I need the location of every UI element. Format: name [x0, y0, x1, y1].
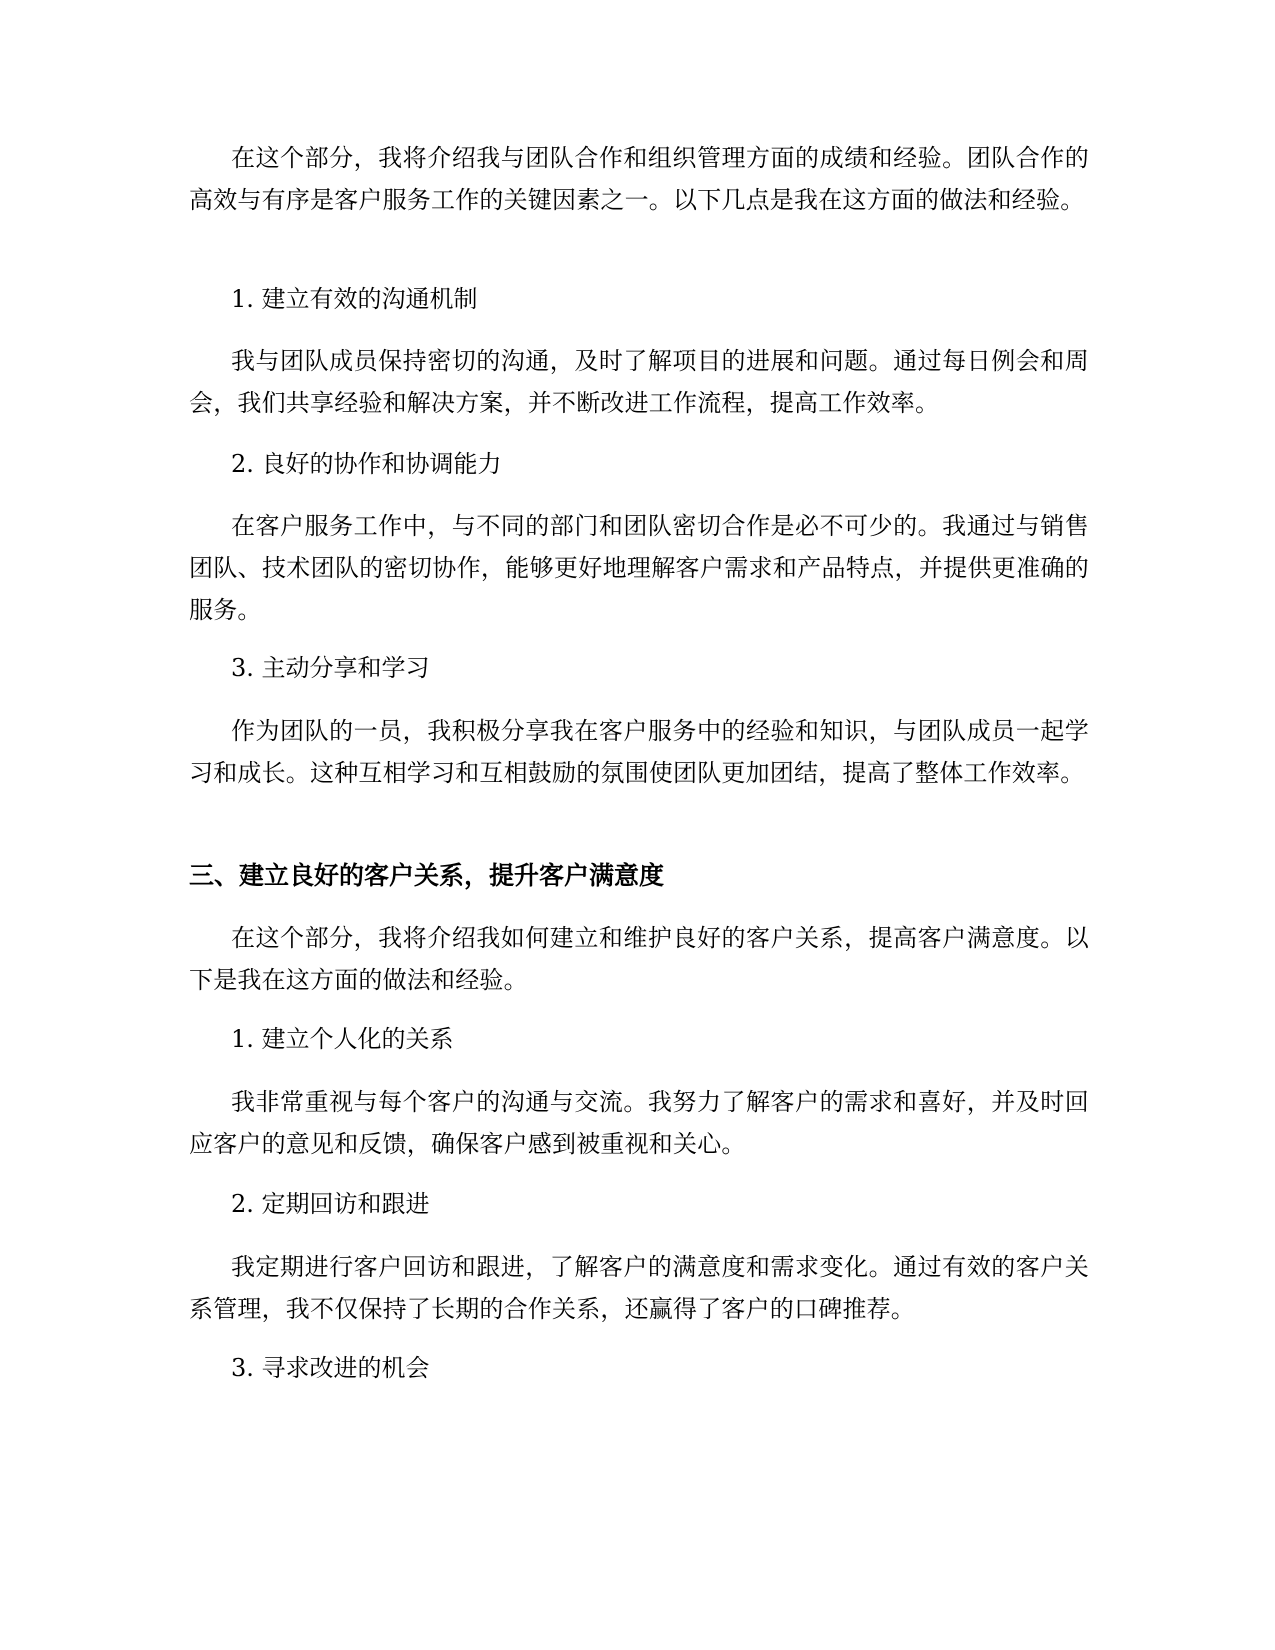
list-item-3: 3. 主动分享和学习	[231, 654, 430, 682]
list-item-2: 2. 良好的协作和协调能力	[231, 450, 502, 478]
intro-paragraph: 在这个部分，我将介绍我与团队合作和组织管理方面的成绩和经验。团队合作的高效与有序是客户服务工作的关键因素之一。以下几点是我在这方面的做法和经验。	[189, 144, 1089, 214]
section-3-paragraph-1: 我非常重视与每个客户的沟通与交流。我努力了解客户的需求和喜好，并及时回应客户的意见和反馈，确保客户感到被重视和关心。	[189, 1088, 1089, 1158]
section-3-list-item-3: 3. 寻求改进的机会	[231, 1354, 430, 1382]
paragraph-3: 作为团队的一员，我积极分享我在客户服务中的经验和知识，与团队成员一起学习和成长。这种互相学习和互相鼓励的氛围使团队更加团结，提高了整体工作效率。	[189, 717, 1089, 787]
section-3-intro-paragraph: 在这个部分，我将介绍我如何建立和维护良好的客户关系，提高客户满意度。以下是我在这方面的做法和经验。	[189, 924, 1089, 994]
paragraph-2: 在客户服务工作中，与不同的部门和团队密切合作是必不可少的。我通过与销售团队、技术团队的密切协作，能够更好地理解客户需求和产品特点，并提供更准确的服务。	[189, 512, 1089, 624]
section-3-paragraph-2: 我定期进行客户回访和跟进，了解客户的满意度和需求变化。通过有效的客户关系管理，我不仅保持了长期的合作关系，还赢得了客户的口碑推荐。	[189, 1253, 1089, 1323]
paragraph-1: 我与团队成员保持密切的沟通，及时了解项目的进展和问题。通过每日例会和周会，我们共享经验和解决方案，并不断改进工作流程，提高工作效率。	[189, 347, 1089, 417]
section-heading-3: 三、建立良好的客户关系，提升客户满意度	[189, 861, 665, 890]
section-3-list-item-2: 2. 定期回访和跟进	[231, 1190, 430, 1218]
list-item-1: 1. 建立有效的沟通机制	[231, 285, 478, 313]
section-3-list-item-1: 1. 建立个人化的关系	[231, 1025, 454, 1053]
